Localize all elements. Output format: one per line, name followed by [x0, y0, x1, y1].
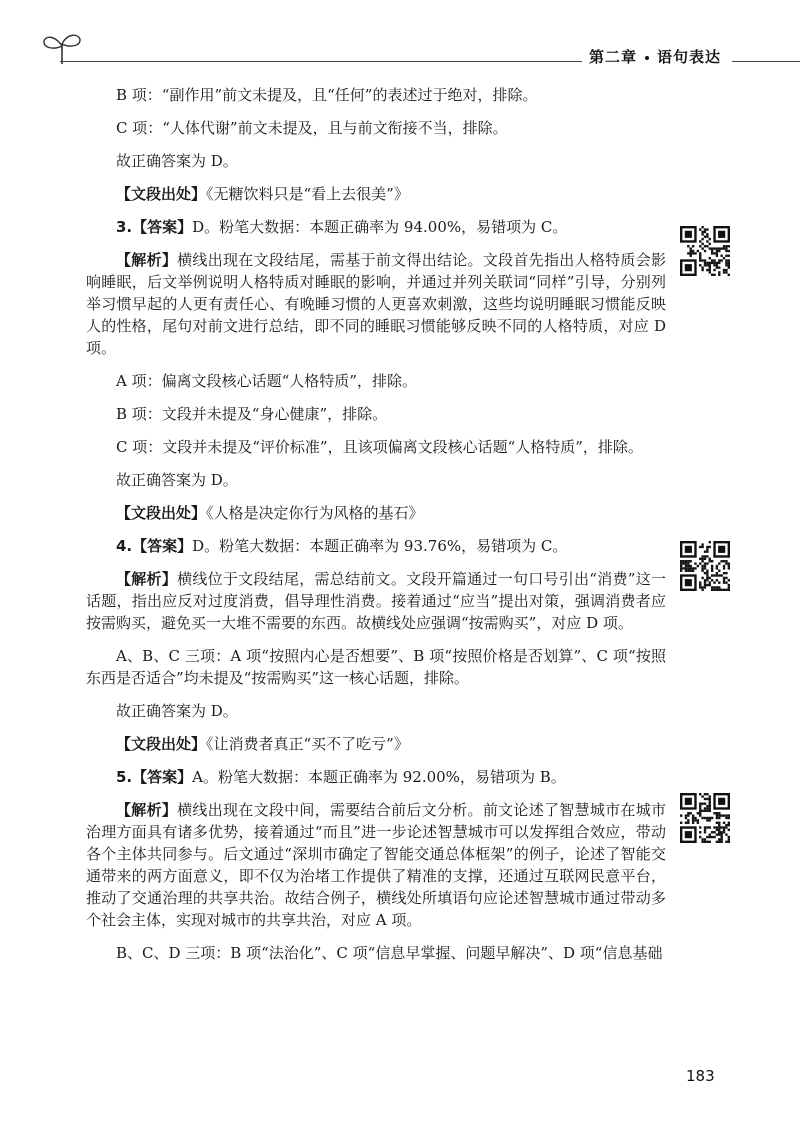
source-line: 【文段出处】《让消费者真正“买不了吃亏”》 [116, 735, 409, 753]
answer-line: 3.【答案】D。粉笔大数据：本题正确率为 94.00%，易错项为 C。 [116, 218, 568, 236]
section-label: 语句表达 [657, 48, 722, 66]
answer-line: 4.【答案】D。粉笔大数据：本题正确率为 93.76%，易错项为 C。 [116, 537, 568, 555]
chapter-title [589, 46, 721, 67]
paragraph: 故正确答案为 D。 [116, 152, 238, 170]
paragraph: 故正确答案为 D。 [116, 471, 238, 489]
qr-code-icon[interactable] [680, 793, 730, 843]
paragraph: 故正确答案为 D。 [116, 702, 238, 720]
paragraph: B 项：“副作用”前文未提及，且“任何”的表述过于绝对，排除。 [116, 86, 538, 104]
paragraph: B 项：文段并未提及“身心健康”，排除。 [116, 405, 388, 423]
paragraph: C 项：“人体代谢”前文未提及，且与前文衔接不当，排除。 [116, 119, 508, 137]
source-line: 【文段出处】《无糖饮料只是“看上去很美”》 [116, 185, 409, 203]
paragraph: A 项：偏离文段核心话题“人格特质”，排除。 [116, 372, 417, 390]
header-rule-right [732, 61, 800, 62]
paragraph: B、C、D 三项：B 项“法治化”、C 项“信息早掌握、问题早解决”、D 项“信息基础 [116, 944, 663, 962]
header-rule-left [60, 61, 582, 62]
source-line: 【文段出处】《人格是决定你行为风格的基石》 [116, 504, 424, 522]
page-number: 183 [686, 1067, 715, 1085]
page-header [0, 30, 800, 70]
chapter-label: 第二章 [589, 48, 638, 66]
qr-code-icon[interactable] [680, 541, 730, 591]
answer-line: 5.【答案】A。粉笔大数据：本题正确率为 92.00%，易错项为 B。 [116, 768, 566, 786]
main-content [86, 84, 666, 975]
separator-dot [645, 56, 649, 60]
analysis-paragraph: 【解析】横线出现在文段结尾，需基于前文得出结论。文段首先指出人格特质会影响睡眠，后文举例说明人格特质对睡眠的影响，并通过并列关联词“同样”引导，分别列举习惯早起的人更有责任心、有晚睡习惯的人更喜欢刺激，这些均说明睡眠习惯能反映人的性格，尾句对前文进行总结，即不同的睡眠习惯能够反映不同的人格特质，对应 D 项。 [86, 251, 666, 357]
paragraph: A、B、C 三项：A 项“按照内心是否想要”、B 项“按照价格是否划算”、C 项“按照东西是否适合”均未提及“按需购买”这一核心话题，排除。 [86, 647, 666, 687]
analysis-paragraph: 【解析】横线出现在文段中间，需要结合前后文分析。前文论述了智慧城市在城市治理方面具有诸多优势，接着通过“而且”进一步论述智慧城市可以发挥组合效应，带动各个主体共同参与。后文通过“深圳市确定了智能交通总体框架”的例子，论述了智能交通带来的两方面意义，即不仅为治堵工作提供了精准的支撑，还通过互联网民意平台，推动了交通治理的共享共治。故结合例子，横线处所填语句应论述智慧城市通过带动多个社会主体，实现对城市的共享共治，对应 A 项。 [86, 801, 666, 929]
qr-code-icon[interactable] [680, 226, 730, 276]
analysis-paragraph: 【解析】横线位于文段结尾，需总结前文。文段开篇通过一句口号引出“消费”这一话题，指出应反对过度消费，倡导理性消费。接着通过“应当”提出对策，强调消费者应按需购买，避免买一大堆不需要的东西。故横线处应强调“按需购买”，对应 D 项。 [86, 570, 666, 632]
paragraph: C 项：文段并未提及“评价标准”，且该项偏离文段核心话题“人格特质”，排除。 [116, 438, 643, 456]
